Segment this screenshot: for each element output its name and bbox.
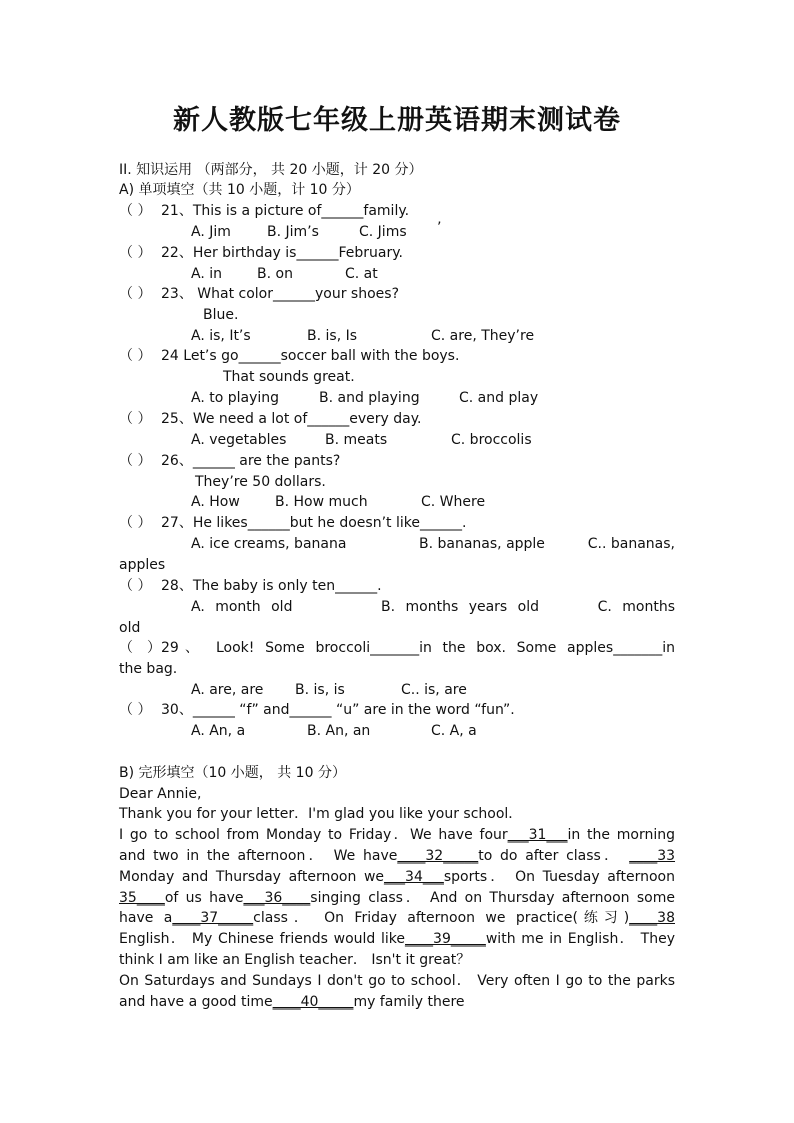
letter-line: On Saturdays and Sundays I don't go to school． Very often I go to the parks <box>119 973 675 989</box>
question-26: （ ） 26、______ are the pants? <box>119 453 341 469</box>
question-29-wrap: the bag. <box>119 661 178 677</box>
part-b-heading: B) 完形填空（10 小题， 共 10 分） <box>119 765 346 781</box>
question-24: （ ） 24 Let’s go______soccer ball with the boys. <box>119 348 460 364</box>
page-title: 新人教版七年级上册英语期末测试卷 <box>173 105 621 136</box>
part-a-heading: A) 单项填空（共 10 小题，计 10 分） <box>119 182 360 198</box>
letter-line: think I am like an English teacher． Isn't it great？ <box>119 952 471 968</box>
blank-31: ___31___ <box>507 827 568 843</box>
question-27: （ ） 27、He likes______but he doesn’t like______. <box>119 515 467 531</box>
options-27-wrap: apples <box>119 557 166 573</box>
blank-40: ____40_____ <box>272 994 354 1010</box>
blank-39: ____39_____ <box>405 931 486 947</box>
letter-line: 35____of us have___36____singing class． And on Thursday afternoon some <box>119 890 675 906</box>
letter-line: English． My Chinese friends would like____39_____with me in English． They <box>119 931 675 947</box>
question-25: （ ） 25、We need a lot of______every day. <box>119 411 422 427</box>
question-23: （ ） 23、 What color______your shoes? <box>119 286 399 302</box>
blank-33: ____33 <box>629 848 676 864</box>
blank-35: 35____ <box>119 890 165 906</box>
blank-36: ___36____ <box>243 890 311 906</box>
blank-32: ____32_____ <box>397 848 479 864</box>
letter-greeting: Dear Annie, <box>119 786 202 802</box>
question-29: （ ）29、 Look! Some broccoli_______in the box. Some apples_______in <box>119 640 675 656</box>
letter-line: and two in the afternoon． We have____32_____to do after class． ____33 <box>119 848 676 864</box>
option: B. Jim’s <box>267 224 319 240</box>
answer-paren: （ ） <box>119 203 152 219</box>
letter-line: have a____37_____class． On Friday afternoon we practice(练习)____38 <box>119 910 675 926</box>
letter-line: I go to school from Monday to Friday．We have four___31___in the morning <box>119 827 676 843</box>
question-21: （ ） 21、This is a picture of______family. <box>119 203 410 219</box>
option: C. Jims <box>359 224 407 240</box>
stray-mark: ’ <box>437 220 442 236</box>
section-heading: II. 知识运用 （两部分， 共 20 小题，计 20 分） <box>119 162 423 178</box>
question-22: （ ） 22、Her birthday is______February. <box>119 245 403 261</box>
blank-34: ___34___ <box>384 869 444 885</box>
letter-line: Thank you for your letter．I'm glad you like your school． <box>119 806 523 822</box>
letter-line: and have a good time____40_____my family there <box>119 994 465 1010</box>
blank-38: ____38 <box>629 910 675 926</box>
option: A. Jim <box>191 224 231 240</box>
blank-37: ____37_____ <box>172 910 254 926</box>
question-30: （ ） 30、______ “f” and______ “u” are in the word “fun”. <box>119 702 515 718</box>
options-28-wrap: old <box>119 620 141 636</box>
letter-line: Monday and Thursday afternoon we___34___sports． On Tuesday afternoon <box>119 869 675 885</box>
question-28: （ ） 28、The baby is only ten______. <box>119 578 382 594</box>
